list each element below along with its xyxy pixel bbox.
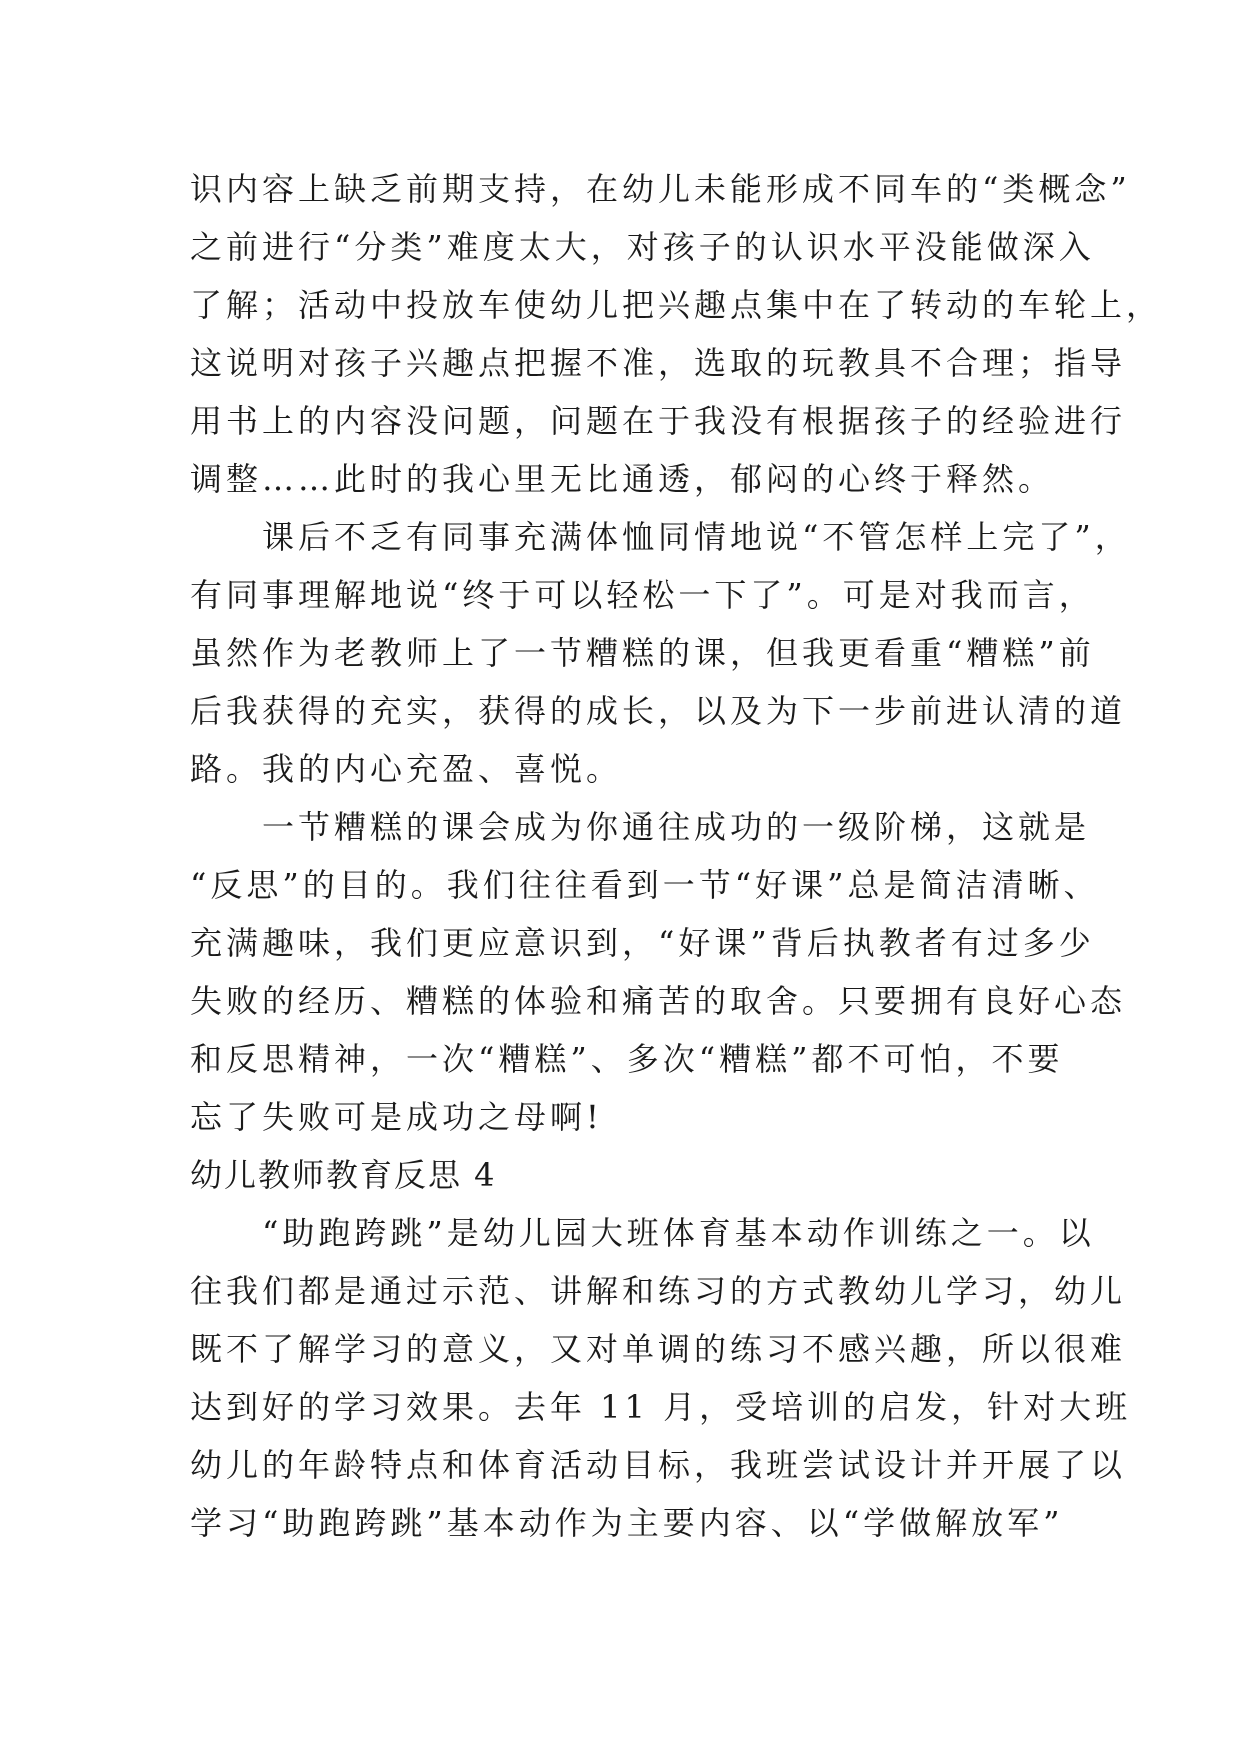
text-line: 达到好的学习效果。去年 11 月，受培训的启发，针对大班 [190,1388,1132,1426]
text-line: 用书上的内容没问题，问题在于我没有根据孩子的经验进行 [190,402,1127,440]
text-line: 充满趣味，我们更应意识到，“好课”背后执教者有过多少 [190,924,1095,962]
text-line: 后我获得的充实，获得的成长，以及为下一步前进认清的道 [190,692,1127,730]
text-line: 路。我的内心充盈、喜悦。 [190,750,623,788]
text-line: 调整……此时的我心里无比通透，郁闷的心终于释然。 [190,460,1055,498]
text-line: 和反思精神，一次“糟糕”、多次“糟糕”都不可怕，不要 [190,1040,1064,1078]
text-line: “反思”的目的。我们往往看到一节“好课”总是简洁清晰、 [190,866,1100,904]
text-line: 课后不乏有同事充满体恤同情地说“不管怎样上完了”， [190,518,1131,556]
text-line: 识内容上缺乏前期支持，在幼儿未能形成不同车的“类概念” [190,170,1131,208]
text-line: 之前进行“分类”难度太大，对孩子的认识水平没能做深入 [190,228,1095,266]
text-line: 虽然作为老教师上了一节糟糕的课，但我更看重“糟糕”前 [190,634,1095,672]
text-line: 幼儿的年龄特点和体育活动目标，我班尝试设计并开展了以 [190,1446,1127,1484]
text-line: “助跑跨跳”是幼儿园大班体育基本动作训练之一。以 [190,1214,1095,1252]
text-line: 失败的经历、糟糕的体验和痛苦的取舍。只要拥有良好心态 [190,982,1127,1020]
section-heading: 幼儿教师教育反思 4 [190,1156,497,1194]
text-line: 了解；活动中投放车使幼儿把兴趣点集中在了转动的车轮上， [190,286,1163,324]
text-line: 往我们都是通过示范、讲解和练习的方式教幼儿学习，幼儿 [190,1272,1127,1310]
text-line: 这说明对孩子兴趣点把握不准，选取的玩教具不合理；指导 [190,344,1127,382]
text-line: 学习“助跑跨跳”基本动作为主要内容、以“学做解放军” [190,1504,1064,1542]
text-line: 既不了解学习的意义，又对单调的练习不感兴趣，所以很难 [190,1330,1127,1368]
text-line: 一节糟糕的课会成为你通往成功的一级阶梯，这就是 [190,808,1091,846]
text-line: 忘了失败可是成功之母啊! [190,1098,603,1136]
document-body [190,160,1163,1552]
text-line: 有同事理解地说“终于可以轻松一下了”。可是对我而言， [190,576,1095,614]
